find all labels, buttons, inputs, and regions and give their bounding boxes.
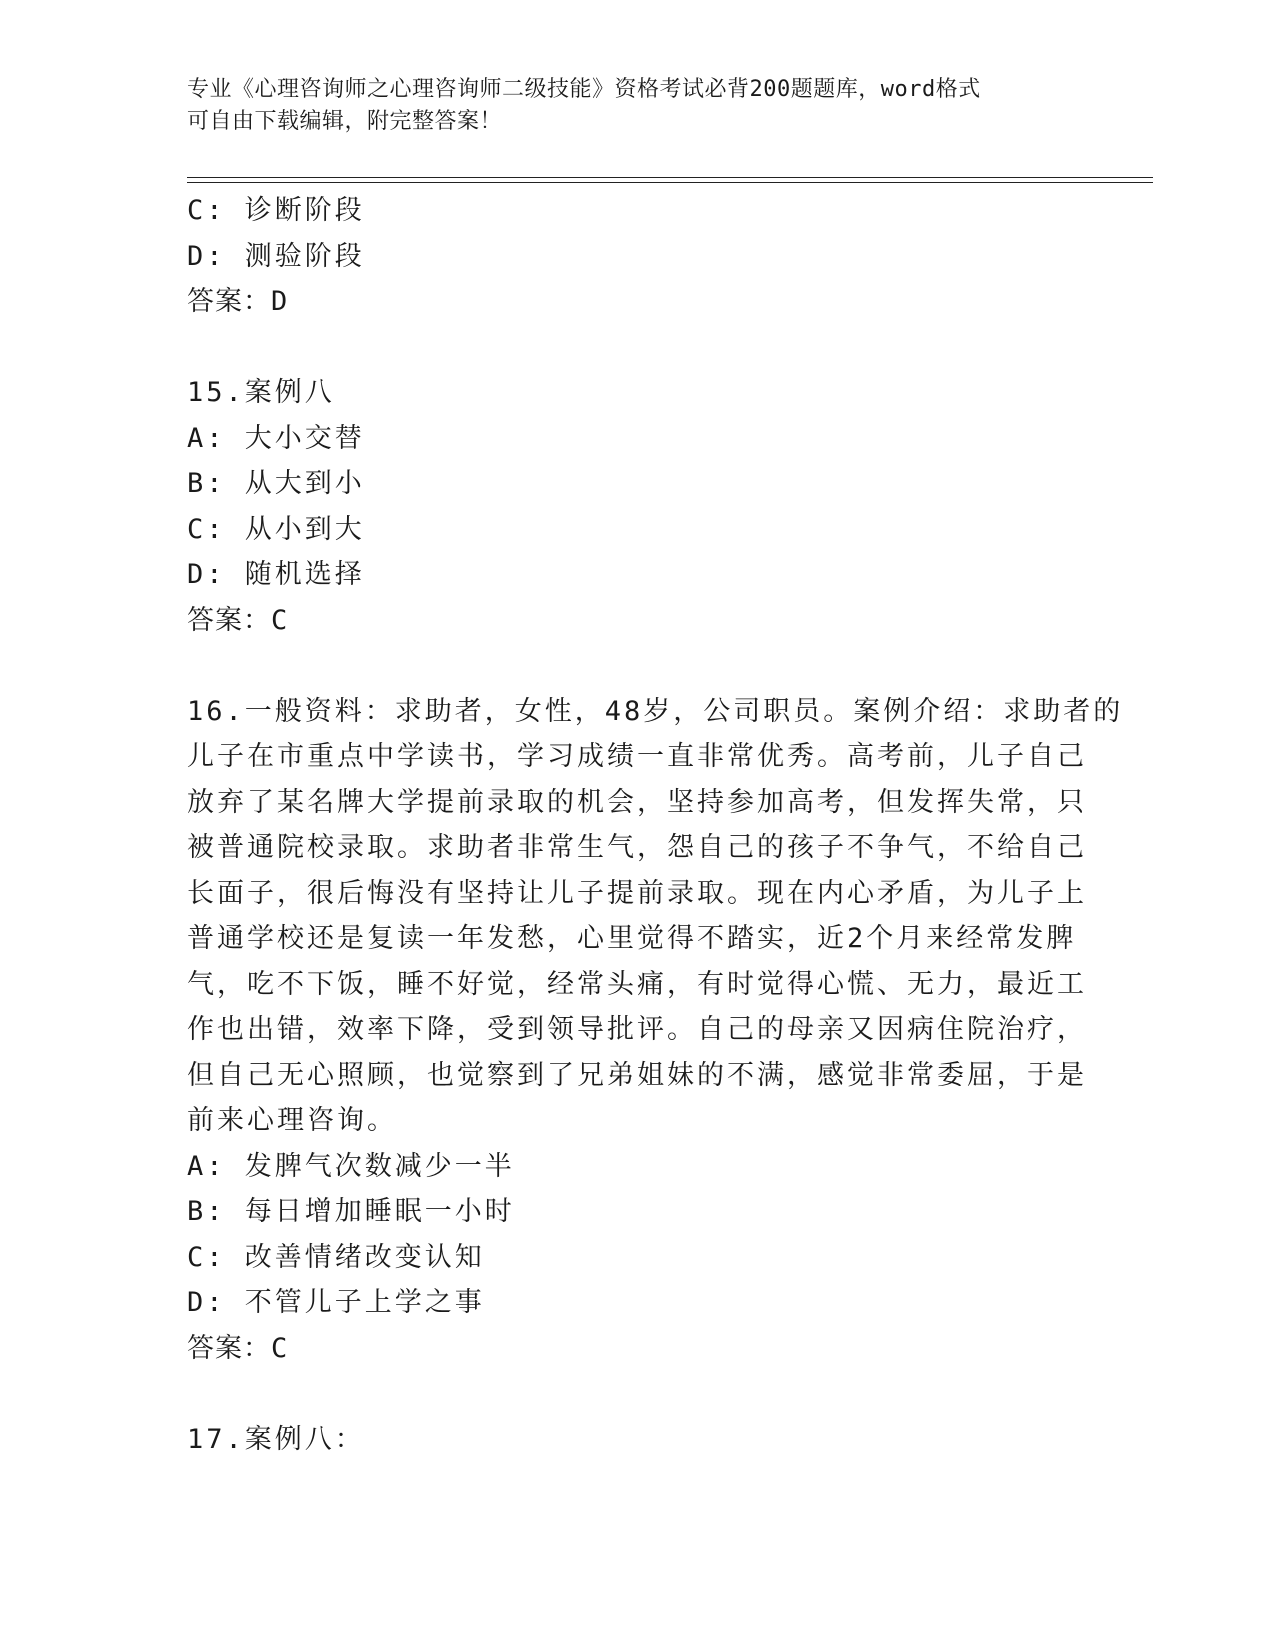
- q16-option-c: C: 改善情绪改变认知: [187, 1241, 485, 1273]
- q14-option-c: C: 诊断阶段: [187, 195, 365, 226]
- spacer: [187, 643, 1087, 689]
- q15-option-d: D: 随机选择: [187, 559, 365, 590]
- q16-stem-line: 气，吃不下饭，睡不好觉，经常头痛，有时觉得心慌、无力，最近工: [187, 968, 1087, 1000]
- answer-value: C: [271, 1332, 289, 1364]
- header-line-2: 可自由下载编辑，附完整答案！: [187, 109, 503, 134]
- q17-stem: 17.案例八：: [187, 1423, 365, 1455]
- q16-option-a: A: 发脾气次数减少一半: [187, 1150, 515, 1182]
- document-header: [187, 74, 1067, 138]
- q16-option-d: D: 不管儿子上学之事: [187, 1287, 485, 1318]
- q16-stem-line: 前来心理咨询。: [187, 1105, 397, 1136]
- q15-option-c: C: 从小到大: [187, 513, 365, 545]
- q15-answer: [187, 598, 1087, 644]
- question-content: [187, 188, 1124, 1462]
- spacer: [187, 325, 1087, 371]
- q15-option-b: B: 从大到小: [187, 468, 365, 499]
- spacer: [187, 1371, 1087, 1417]
- answer-label: 答案：: [187, 286, 271, 317]
- answer-value: C: [271, 604, 289, 636]
- q14-answer: [187, 279, 1087, 325]
- q16-stem: [187, 689, 1124, 1144]
- q16-stem-line: 放弃了某名牌大学提前录取的机会，坚持参加高考，但发挥失常，只: [187, 786, 1087, 818]
- header-divider-bottom: [187, 182, 1153, 183]
- header-divider-top: [187, 177, 1153, 178]
- q16-stem-line: 普通学校还是复读一年发愁，心里觉得不踏实，近2个月来经常发脾: [187, 923, 1077, 954]
- q16-option-b: B: 每日增加睡眠一小时: [187, 1196, 515, 1227]
- q16-stem-line: 16.一般资料：求助者，女性，48岁，公司职员。案例介绍：求助者的: [187, 695, 1124, 727]
- q16-stem-line: 长面子，很后悔没有坚持让儿子提前录取。现在内心矛盾，为儿子上: [187, 877, 1087, 909]
- q16-stem-line: 被普通院校录取。求助者非常生气，怨自己的孩子不争气，不给自己: [187, 832, 1087, 863]
- header-line-1: 专业《心理咨询师之心理咨询师二级技能》资格考试必背200题题库，word格式: [187, 77, 981, 102]
- q16-stem-line: 儿子在市重点中学读书，学习成绩一直非常优秀。高考前，儿子自己: [187, 741, 1087, 772]
- answer-value: D: [271, 286, 289, 317]
- q16-answer: [187, 1326, 1087, 1372]
- q15-stem: 15.案例八: [187, 377, 335, 408]
- answer-label: 答案：: [187, 1332, 271, 1364]
- q14-option-d: D: 测验阶段: [187, 240, 365, 272]
- answer-label: 答案：: [187, 604, 271, 636]
- q15-option-a: A: 大小交替: [187, 422, 365, 454]
- q16-stem-line: 但自己无心照顾，也觉察到了兄弟姐妹的不满，感觉非常委屈，于是: [187, 1059, 1087, 1091]
- q16-stem-line: 作也出错，效率下降，受到领导批评。自己的母亲又因病住院治疗，: [187, 1014, 1087, 1045]
